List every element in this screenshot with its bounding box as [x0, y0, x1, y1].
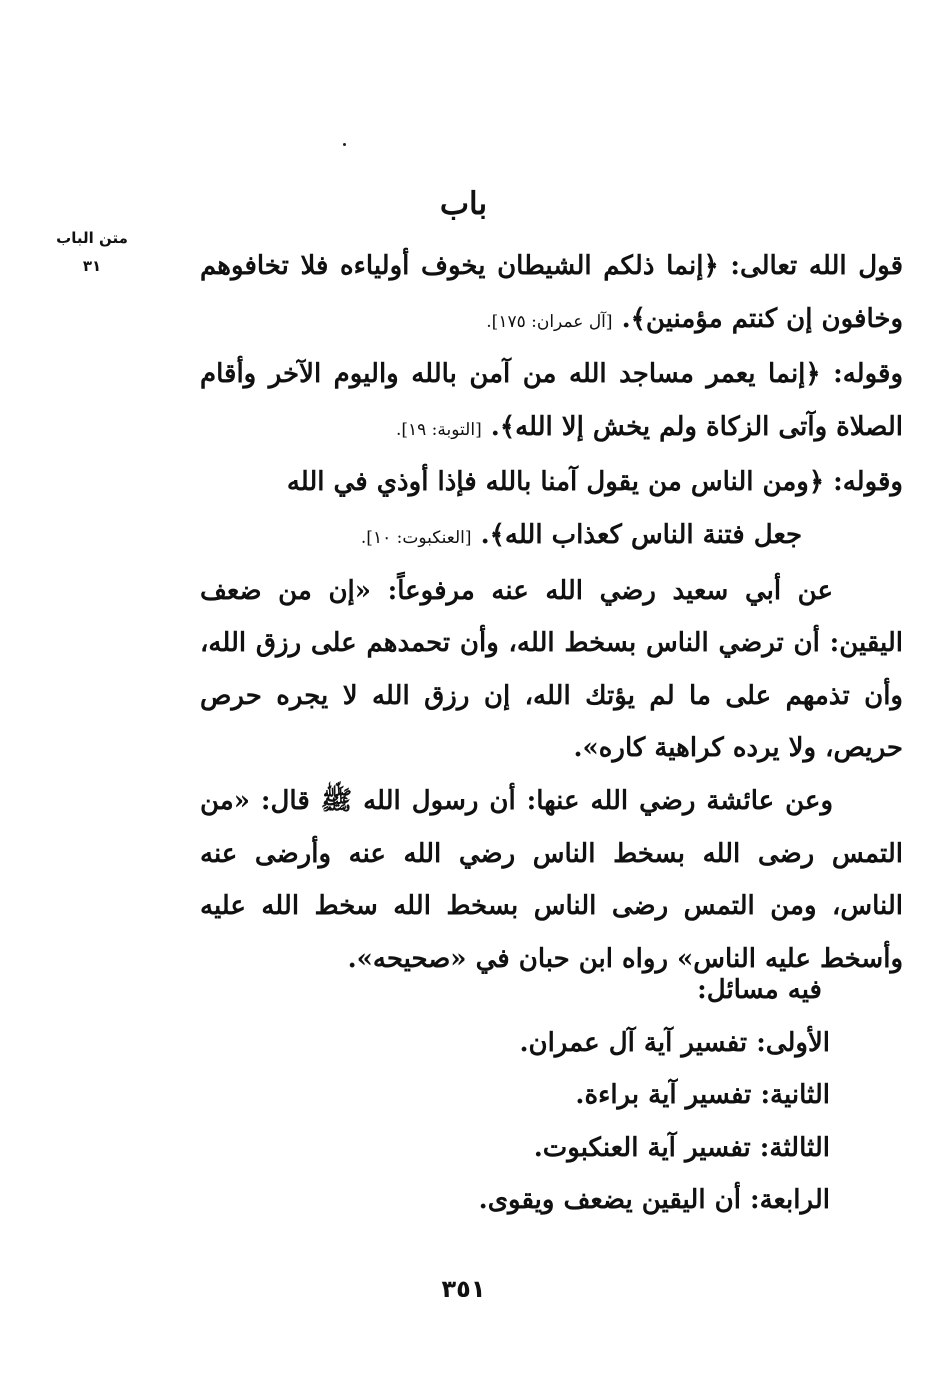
- verse-paragraph-3: [200, 456, 903, 509]
- verse-reference: [آل عمران: ١٧٥].: [486, 311, 613, 332]
- verse-paragraph-1: [200, 240, 903, 348]
- question-item: الرابعة: أن اليقين يضعف ويقوى.: [478, 1185, 830, 1216]
- main-text: [200, 240, 903, 985]
- question-item: الثالثة: تفسير آية العنكبوت.: [533, 1132, 830, 1163]
- questions-heading: فيه مسائل:: [697, 975, 822, 1005]
- page-number: ٣٥١: [441, 1275, 486, 1303]
- verse-text: جعل فتنة الناس كعذاب الله﴾.: [480, 519, 803, 550]
- hadith-aisha: وعن عائشة رضي الله عنها: أن رسول الله ﷺ قال: «من التمس رضى الله بسخط الناس رضي الله عنه وأرضى عنه الناس، ومن التمس رضى الناس بسخط الله سخط الله عليه وأسخط عليه الناس» رواه ابن حبان في «صحيحه».: [200, 785, 903, 974]
- margin-note-label: متن الباب: [56, 229, 128, 247]
- margin-note: [42, 224, 142, 280]
- verse-text: وقوله: ﴿ومن الناس من يقول آمنا بالله فإذا أوذي في الله: [286, 467, 903, 498]
- question-item: الأولى: تفسير آية آل عمران.: [519, 1027, 830, 1058]
- margin-note-number: ٣١: [82, 257, 102, 275]
- verse-paragraph-4: [200, 509, 903, 565]
- verse-text: قول الله تعالى: ﴿إنما ذلكم الشيطان يخوف أولياءه فلا تخافوهم وخافون إن كنتم مؤمنين﴾.: [200, 251, 903, 334]
- chapter-title: باب: [439, 186, 488, 222]
- questions-list: [479, 964, 830, 1227]
- verse-reference: [التوبة: ١٩].: [395, 419, 482, 440]
- question-item: الثانية: تفسير آية براءة.: [575, 1080, 830, 1111]
- verse-reference: [العنكبوت: ١٠].: [360, 527, 472, 548]
- hadith-abu-said: عن أبي سعيد رضي الله عنه مرفوعاً: «إن من ضعف اليقين: أن ترضي الناس بسخط الله، وأن تحمدهم على رزق الله، وأن تذمهم على ما لم يؤتك الله، إن رزق الله لا يجره حرص حريص، ولا يرده كراهية كاره».: [200, 575, 903, 764]
- verse-paragraph-2: [200, 348, 903, 456]
- ink-dot: [343, 143, 346, 146]
- verse-text: وقوله: ﴿إنما يعمر مساجد الله من آمن بالله واليوم الآخر وأقام الصلاة وآتى الزكاة ولم يخش إلا الله﴾.: [200, 359, 903, 442]
